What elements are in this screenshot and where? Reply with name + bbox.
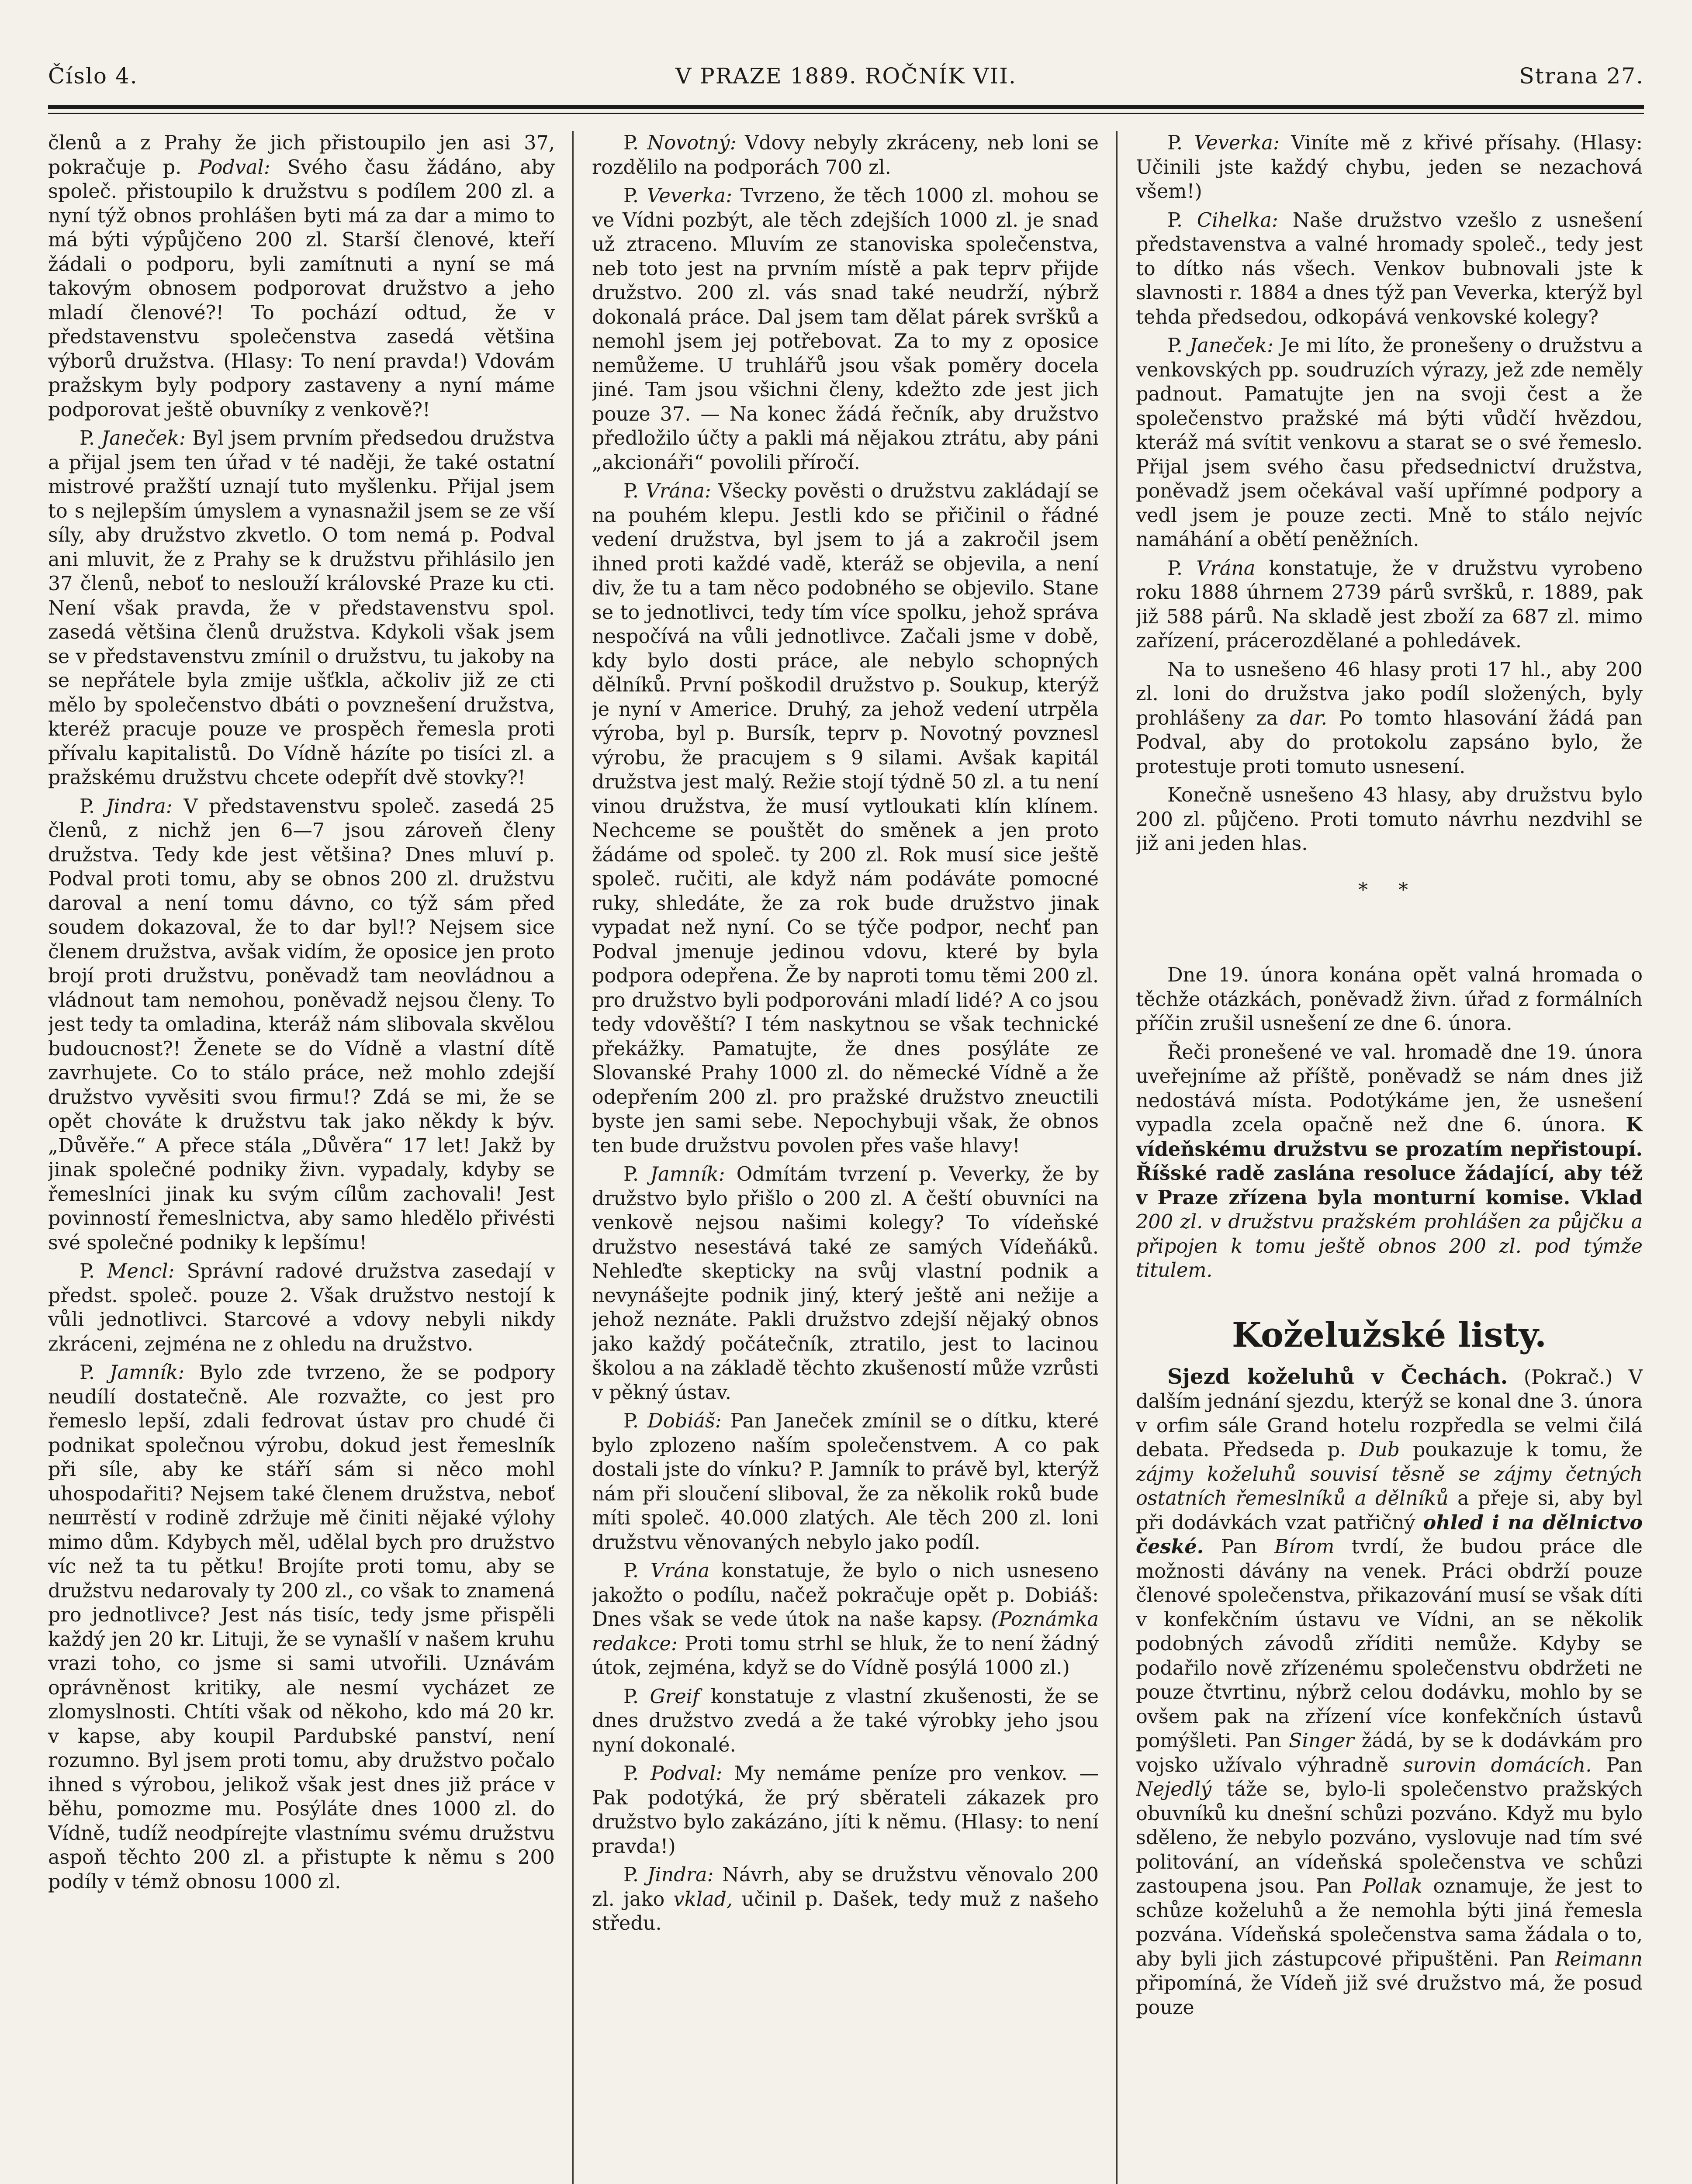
speaker-name: Veverka: — [647, 185, 733, 207]
paragraph: P. Mencl: Správní radové družstva zasedají v předst. společ. pouze 2. Však družstvo nestojí k vůli jednotlivci. Starcové a vdovy nebyli nikdy zkráceni, zejména ne z ohledu na družstvo. — [48, 1260, 555, 1355]
page-number: Strana 27. — [1519, 63, 1644, 89]
paragraph: P. Novotný: Vdovy nebyly zkráceny, neb loni se rozdělilo na podporách 700 zl. — [592, 132, 1099, 179]
page-header — [48, 63, 1644, 98]
paragraph: P. Janeček: Byl jsem prvním předsedou družstva a přijal jsem ten úřad v té naději, že také ostatní mistrové pražští uznají tuto myšlenku. Přijal jsem to s nejlepším úmyslem a vynasnažil jsem se ze vší síly, aby družstvo zkvetlo. O tom nemá p. Podval ani mluvit, že z Prahy se k družstvu přihlásilo jen 37 členů, neboť to neslouží královské Praze ku cti. Není však pravda, že v představenstvu spol. zasedá většina členů družstva. Kdykoli však jsem se v představenstvu zmínil o družstvu, tu jakoby na se nepřátele byla zmije ušťkla, ačkoliv již ze cti mělo by společenstvo dbáti o povznešení družstva, kteréž pracuje pouze ve prospěch řemesla proti přívalu kapitalistů. Do Vídně házíte po tisíci zl. a pražskému družstvu chcete odepřít dvě stovky?! — [48, 427, 555, 789]
paragraph: Dne 19. února konána opět valná hromada o těchže otázkách, poněvadž živn. úřad z formálních příčin zrušil usnešení ze dne 6. února. — [1136, 964, 1643, 1035]
speaker-name: Vrána — [651, 1560, 710, 1582]
column-1 — [48, 131, 555, 2184]
speaker-name: Jamník: — [650, 1163, 725, 1185]
column-2 — [592, 131, 1099, 2184]
speaker-name: Vrána — [1196, 557, 1256, 580]
column-divider — [1116, 131, 1118, 2184]
paragraph: P. Vrána: Všecky pověsti o družstvu zakládají se na pouhém klepu. Jestli kdo se přičinil o řádné vedení družstva, byl jsem to já a zakročil jsem ihned proti každé vadě, kteráž se objevila, a není div, že tu a tam něco podobného se objevilo. Stane se to jednotlivci, tedy tím více spolku, jehož správa nespočívá na vůli jednotlivce. Začali jsme v době, kdy bylo dosti práce, ale nebylo schopných dělníků. První poškodil družstvo p. Soukup, kterýž je nyní v Americe. Druhý, za jehož vedení utrpěla výroba, byl p. Bursík, teprv p. Novotný povznesl výrobu, že pracujem s 9 silami. Avšak kapitál družstva jest malý. Režie stojí týdně 50 zl. a tu není vinou družstva, že musí vytloukati klín klínem. Nechceme se pouštět do směnek a jen proto žádáme od společ. ty 200 zl. Rok musí sice ještě společ. ručiti, ale když nám podáváte pomocné ruky, shledáte, že za rok bude družstvo jinak vypadat než nyní. Co se týče podpor, nechť pan Podval jmenuje jedinou vdovu, které by byla podpora odepřena. Že by naproti tomu těmi 200 zl. pro družstvo byli podporováni mladí lidé? A co jsou tedy vdověští? I tém naskytnou se však technické překážky. Pamatujte, že dnes posýláte ze Slovanské Prahy 1000 zl. do německé Vídně a že odepřením 200 zl. pro pražské družstvo zneuctili byste jen sami sebe. Nepochybuji však, že obnos ten bude družstvu povolen přes vaše hlavy! — [592, 480, 1099, 1157]
paragraph: P. Podval: My nemáme peníze pro venkov. — Pak podotýká, že prý sběrateli zákazek pro družstvo bylo zakázáno, jíti k němu. (Hlasy: to není pravda!) — [592, 1762, 1099, 1858]
paragraph: P. Dobiáš: Pan Janeček zmínil se o dítku, které bylo zplozeno naším společenstvem. A co pak dostali jste do vínku? P. Jamník to právě byl, kterýž nám při sloučení sliboval, že za několik roků bude míti společ. 40.000 zlatých. Ale těch 200 zl. loni družstvu věnovaných nebylo jako podíl. — [592, 1410, 1099, 1554]
paragraph: P. Veverka: Tvrzeno, že těch 1000 zl. mohou se ve Vídni pozbýt, ale těch zdejších 1000 zl. je snad už ztraceno. Mluvím ze stanoviska společenstva, neb toto jest na prvním místě a pak teprv přijde družstvo. 200 zl. vás snad také neudrží, nýbrž dokonalá práce. Dal jsem tam dělat párek svršků a nemohl jsem jej potřebovat. Za to my z oposice nemůžeme. U truhlářů jsou však poměry docela jiné. Tam jsou všichni členy, kdežto zde jest jich pouze 37. — Na konec žádá řečník, aby družstvo předložilo účty a pakli má nějakou ztrátu, aby páni „akcionáři“ povolili příročí. — [592, 185, 1099, 474]
speaker-name: Janeček: — [1189, 335, 1274, 357]
paragraph: P. Janeček: Je mi líto, že pronešeny o družstvu a venkovských pp. soudruzích výrazy, jež zde neměly padnout. Pamatujte jen na svoji čest a že společenstvo pražské má býti vůdčí hvězdou, kteráž má svítit venkovu a starat se o své řemeslo. Přijal jsem svého času předsednictví družstva, poněvadž jsem očekával vaší upřímné podpory a vedl jsem je pouze zecti. Mně to stálo nejvíc namáhání a obětí peněžních. — [1136, 335, 1643, 551]
paragraph: P. Jamník: Odmítám tvrzení p. Veverky, že by družstvo bylo přišlo o 200 zl. A čeští obuvníci na venkově nejsou našimi kolegy? To vídeňské družstvo nesestává také ze samých Vídeňáků. Nehleďte skepticky na svůj vlastní podnik a nevynášejte podnik jiný, který ještě ani nežije a jehož neznáte. Pakli družstvo zdejší nějaký obnos jako každý počátečník, ztratilo, jest to lacinou školou a na základě těchto zkušeností může vzrůsti v pěkný ústav. — [592, 1163, 1099, 1404]
emphasis-bold: K vídeňskému družstvu se prozatím nepřistoupí. Říšské radě zaslána resoluce žádající, aby též v Praze zřízena byla monturní komise. Vklad — [1136, 1113, 1643, 1209]
paragraph: P. Greif konstatuje z vlastní zkušenosti, že se dnes družstvo zvedá a že také výrobky jeho jsou nyní dokonalé. — [592, 1685, 1099, 1756]
speaker-name: Jindra: — [647, 1864, 714, 1886]
paragraph: P. Vrána konstatuje, že v družstvu vyrobeno roku 1888 úhrnem 2739 párů svršků, r. 1889, pak již 588 párů. Na skladě jest zboží za 687 zl. mimo zařízení, prácerozdělané a pohledávek. — [1136, 557, 1643, 652]
paragraph: P. Veverka: Viníte mě z křivé přísahy. (Hlasy: Učinili jste každý chybu, jeden se nezachová všem!) — [1136, 132, 1643, 203]
speaker-name: Veverka: — [1194, 132, 1280, 154]
header-rule-thick — [48, 105, 1644, 109]
paragraph: Řeči pronešené ve val. hromadě dne 19. února uveřejníme až příště, poněvadž se nám dnes již nedostává místa. Podotýkáme jen, že usnešení vypadla zcela opačně než dne 6. února. K vídeňskému družstvu se prozatím nepřistoupí. Říšské radě zaslána resoluce žádající, aby též v Praze zřízena byla monturní komise. Vklad 200 zl. v družstvu pražském prohlášen za půjčku a připojen k tomu ještě obnos 200 zl. pod týmže titulem. — [1136, 1041, 1643, 1282]
header-rule-thin — [48, 113, 1644, 114]
speaker-name: Novotný: — [647, 132, 737, 154]
speaker-name: Podval: — [198, 156, 270, 179]
paragraph: P. Jindra: V představenstvu společ. zasedá 25 členů, z nichž jen 6—7 jsou zároveň členy družstva. Tedy kde jest většina? Dnes mluví p. Podval proti tomu, aby se obnos 200 zl. družstvu daroval a není tomu dávno, co týž sám před soudem dokazoval, že to dar byl!? Nejsem sice členem družstva, avšak vidím, že oposice jen proto brojí proti družstvu, poněvadž tam neovládnou a vládnout tam nemohou, poněvadž nejsou členy. To jest tedy ta omladina, kteráž nám slibovala skvělou budoucnost?! Ženete se do Vídně a vlastní dítě zavrhujete. Co to stálo práce, než mohlo zdejší družstvo vyvěsiti svou firmu!? Zdá se mi, že se opět chováte k družstvu tak jako někdy k býv. „Důvěře.“ A přece stála „Důvěra“ 17 let! Jakž by jinak společné podniky živn. vypadaly, kdyby se řemeslníci jinak ku svým cílům zachovali! Jest povinností řemeslnictva, aby samo hledělo přivésti své společné podniky k lepšímu! — [48, 795, 555, 1254]
paragraph: P. Jindra: Návrh, aby se družstvu věnovalo 200 zl. jako vklad, učinil p. Dašek, tedy muž z našeho středu. — [592, 1864, 1099, 1935]
speaker-name: Dobiáš: — [647, 1410, 722, 1432]
paragraph: členů a z Prahy že jich přistoupilo jen asi 37, pokračuje p. Podval: Svého času žádáno, aby společ. přistoupilo k družstvu s podílem 200 zl. a nyní týž obnos prohlášen byti má za dar a mimo to má býti výpůjčeno 200 zl. Starší členové, kteří žádali o podporu, byli zamítnuti a nyní se má takovým obnosem podporovat družstvo a jeho mladí členové?! To pochází odtud, že v představenstvu společenstva zasedá většina výborů družstva. (Hlasy: To není pravda!) Vdovám pražskym byly podpory zastaveny a nyní máme podporovat ještě obuvníky z venkově?! — [48, 132, 555, 421]
speaker-name: Jindra: — [106, 795, 173, 818]
issue-number: Číslo 4. — [48, 63, 138, 89]
speaker-name: Podval: — [651, 1762, 723, 1785]
speaker-name: Mencl: — [107, 1260, 175, 1282]
column-3 — [1136, 131, 1643, 2184]
paragraph: Sjezd koželuhů v Čechách. (Pokrač.) V dalším jednání sjezdu, kterýž se konal dne 3. února v orfim sále Grand hotelu rozpředla se velmi čilá debata. Předseda p. Dub poukazuje k tomu, že zájmy koželuhů souvisí těsně se zájmy četných ostatních řemeslníků a dělníků a přeje si, aby byl při dodávkách vzat patřičný ohled i na dělnictvo české. Pan Bírom tvrdí, že budou práce dle možnosti dávány na venek. Práci obdrží pouze členové společenstva, přikazování musí se však díti v konfekčním ústavu ve Vídni, an se několik podobných závodů zříditi nemůže. Kdyby se podařilo nově zřízenému společenstvu obdržeti ne pouze čtvrtinu, nýbrž celou dodávku, mohlo by se ovšem pak na zřízení více konfekčních ústavů pomýšleti. Pan Singer žádá, by se k dodávkám pro vojsko užívalo výhradně surovin domácích. Pan Nejedlý táže se, bylo-li společenstvo pražských obuvníků ku dnešní schůzi pozváno. Když mu bylo sděleno, že nebylo pozváno, vyslovuje nad tím své politování, an vídeňská společenstva ve schůzi zastoupena jsou. Pan Pollak oznamuje, že jest to schůze koželuhů a že nemohla býti jiná řemesla pozvána. Vídeňská společenstva sama žádala o to, aby byli jich zástupcové připuštěni. Pan Reimann připomíná, že Vídeň již své družstvo má, že posud pouze — [1136, 1364, 1643, 2019]
speaker-name: Greif — [650, 1685, 700, 1708]
place-date-volume: V PRAZE 1889. ROČNÍK VII. — [675, 63, 1017, 89]
paragraph: P. Vrána konstatuje, že bylo o nich usneseno jakožto o podílu, načež pokračuje opět p. Dobiáš: Dnes však se vede útok na naše kapsy. (Poznámka redakce: Proti tomu strhl se hluk, že to není žádný útok, zejména, když se do Vídně posýlá 1000 zl.) — [592, 1560, 1099, 1679]
article-subheading: Sjezd koželuhů v Čechách. — [1167, 1364, 1508, 1389]
speaker-name: Vrána: — [645, 480, 711, 502]
paragraph: P. Jamník: Bylo zde tvrzeno, že se podpory neudílí dostatečně. Ale rozvažte, co jest pro řemeslo lepší, zdali fedrovat ústav pro chudé či podnikat společnou výrobu, dokud jest řemeslník při síle, aby ke stáří sám si něco mohl uhospodařiti? Nejsem také členem družstva, neboť nештěstí v rodině zdržuje mě činiti nějaké výlohy mimo dům. Kdybych měl, udělal bych pro družstvo víc než ta tu pětku! Brojíte proti tomu, aby se družstvu nedarovaly ty 200 zl., co však to znamená pro jednotlivce? Jest nás tisíc, tedy jsme přispěli každý jen 20 kr. Lituji, že se vynašlí v našem kruhu vrazi toho, co jsme si sami utvořili. Uznávám oprávněnost kritiky, ale nesmí vycházet ze zlomyslnosti. Chtíti však od někoho, kdo má 20 kr. v kapse, aby koupil Pardubské panství, není rozumno. Byl jsem proti tomu, aby družstvo počalo ihned s výrobou, jelikož však jest dnes již práce v běhu, pomozme mu. Posýláte dnes 1000 zl. do Vídně, tudíž neodpírejte vlastnímu svému družstvu aspoň těchto 200 zl. a přistupte k němu s 200 podíly v témž obnosu 1000 zl. — [48, 1362, 555, 1893]
speaker-name: Cihelka: — [1197, 209, 1278, 232]
section-title: Koželužské listy. — [1232, 1315, 1547, 1355]
editor-note: (Poznámka redakce: — [592, 1608, 1099, 1655]
speaker-name: Janeček: — [101, 427, 186, 449]
paragraph: Na to usnešeno 46 hlasy proti 17 hl., aby 200 zl. loni do družstva jako podíl složených, byly prohlášeny za dar. Po tomto hlasování žádá pan Podval, aby do protokolu zapsáno bylo, že protestuje proti tomuto usnesení. — [1136, 658, 1643, 778]
emphasis-italic: 200 zl. v družstvu pražském prohlášen za půjčku a připojen k tomu ještě obnos 200 zl. pod týmže titulem. — [1136, 1211, 1643, 1282]
paragraph: Konečně usnešeno 43 hlasy, aby družstvu bylo 200 zl. půjčeno. Proti tomuto návrhu nezdvihl se již ani jeden hlas. — [1136, 784, 1643, 855]
section-separator: * * — [1358, 878, 1420, 901]
column-divider — [572, 131, 574, 2184]
speaker-name: Jamník: — [109, 1362, 185, 1384]
paragraph: P. Cihelka: Naše družstvo vzešlo z usnešení představenstva a valné hromady společ., tedy jest to dítko nás všech. Venkov bubnovali jste k slavnosti r. 1884 a dnes týž pan Veverka, kterýž byl tehda předsedou, odkopává venkovské kolegy? — [1136, 209, 1643, 328]
